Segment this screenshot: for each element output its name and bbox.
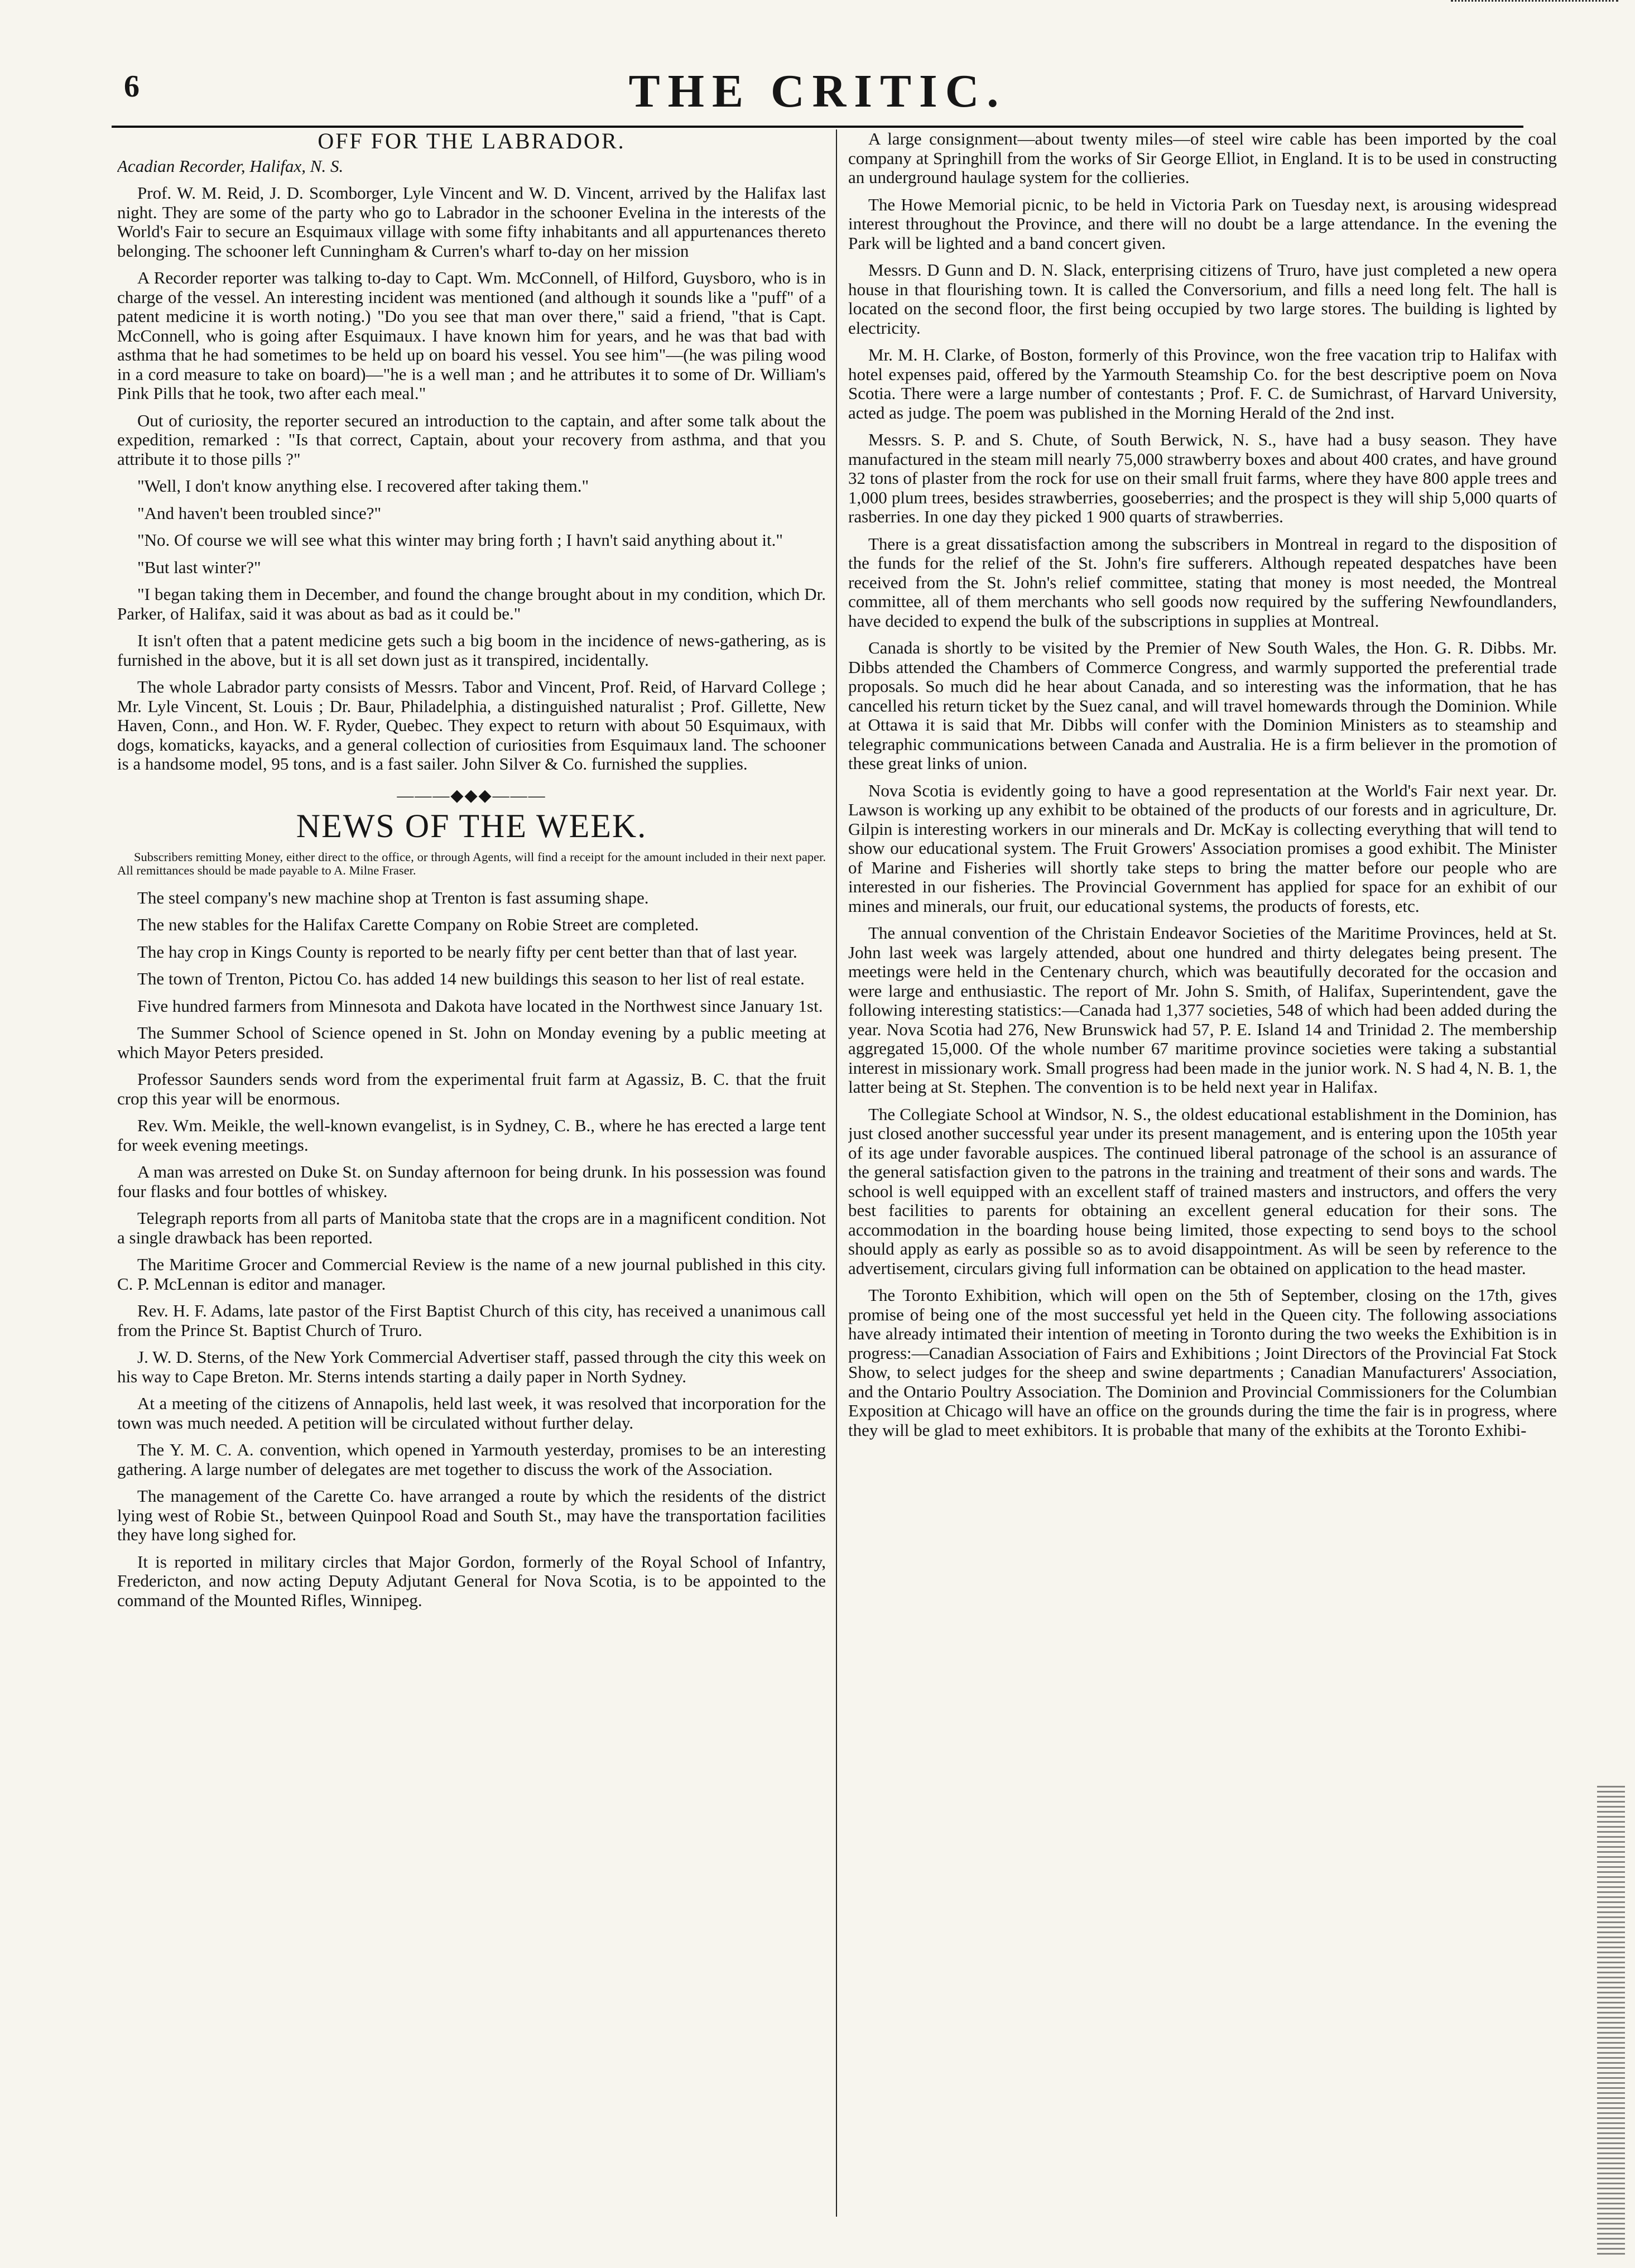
labrador-paragraph: Out of curiosity, the reporter secured an introduction to the captain, and after some talk about the expedition, remarked : "Is that correct, Captain, about your recovery from asthma, and that you attribute it to those pills ?" bbox=[117, 410, 826, 469]
scanned-edge-marks bbox=[1597, 1786, 1625, 2255]
right-column bbox=[848, 129, 1557, 2217]
news-item: The hay crop in Kings County is reported to be nearly fifty per cent better than that of last year. bbox=[137, 941, 797, 962]
top-edge-mark bbox=[1451, 0, 1618, 9]
labrador-paragraph: "I began taking them in December, and found the change brought about in my condition, which Dr. Parker, of Halifax, said it was about as bad as it could be." bbox=[117, 584, 826, 623]
news-item: J. W. D. Sterns, of the New York Commercial Advertiser staff, passed through the city this week on his way to Cape Breton. Mr. Sterns intends starting a daily paper in North Sydney. bbox=[117, 1347, 826, 1386]
page-number: 6 bbox=[124, 69, 140, 104]
labrador-paragraph: "No. Of course we will see what this winter may bring forth ; I havn't said anything about it." bbox=[137, 530, 783, 550]
news-item: Messrs. S. P. and S. Chute, of South Berwick, N. S., have had a busy season. They have manufactured in the steam mill nearly 75,000 strawberry boxes and about 400 crates, and have ground 32 tons of plaster from the rock for use on their small fruit farms, where they have 800 apple trees and 1,000 plum trees, besides strawberries, gooseberries; and the prospect is they will ship 5,000 quarts of rasberries. In one day they picked 1 900 quarts of strawberries. bbox=[848, 430, 1557, 526]
labrador-paragraph: "Well, I don't know anything else. I recovered after taking them." bbox=[137, 476, 589, 496]
news-item: The Collegiate School at Windsor, N. S., the oldest educational establishment in the Dominion, has just closed another successful year under its present management, and is entering upon the 105th year of its age under favorable auspices. The continued liberal patronage of the school is an assurance of the general satisfaction given to the patrons in the training and treatment of their sons and wards. The school is well equipped with an excellent staff of trained masters and instructors, and offers the very best facilities to parents for obtaining an excellent general education for their sons. The accommodation in the boarding house being limited, those expecting to send boys to the school should apply as early as possible so as to avoid disappointment. As will be seen by reference to the advertisement, circulars giving full information can be obtained on application to the head master. bbox=[848, 1104, 1557, 1278]
news-item: Messrs. D Gunn and D. N. Slack, enterprising citizens of Truro, have just completed a new opera house in that flourishing town. It is called the Conversorium, and fills a need long felt. The hall is located on the second floor, the first being occupied by two large stores. The building is lighted by electricity. bbox=[848, 260, 1557, 338]
news-item: At a meeting of the citizens of Annapolis, held last week, it was resolved that incorporation for the town was much needed. A petition will be circulated without further delay. bbox=[117, 1394, 826, 1433]
labrador-paragraph: Prof. W. M. Reid, J. D. Scomborger, Lyle Vincent and W. D. Vincent, arrived by the Halifax last night. They are some of the party who go to Labrador in the schooner Evelina in the interests of the World's Fair to secure an Esquimaux village with some fifty inhabitants and all appurtenances thereto belonging. The schooner left Cunningham & Curren's wharf to-day on her mission bbox=[117, 183, 826, 261]
news-item: The steel company's new machine shop at Trenton is fast assuming shape. bbox=[137, 887, 649, 907]
news-item: The management of the Carette Co. have arranged a route by which the residents of the district lying west of Robie St., between Quinpool Road and South St., may have the transportation facilities they have long sighed for. bbox=[117, 1486, 826, 1544]
column-rule bbox=[836, 129, 837, 2217]
news-item: Canada is shortly to be visited by the Premier of New South Wales, the Hon. G. R. Dibbs. Mr. Dibbs attended the Chambers of Commerce Congress, and warmly supported the preferential trade proposals. So much did he hear about Canada, and so interesting was the information, that he has cancelled his return ticket by the Suez canal, and will travel homewards through the Dominion. While at Ottawa it is said that Mr. Dibbs will confer with the Dominion Ministers as to steamship and telegraphic communications between Canada and Australia. He is a firm believer in the promotion of these great links of union. bbox=[848, 638, 1557, 773]
subscriber-notice: Subscribers remitting Money, either direct to the office, or through Agents, will find a receipt for the amount included in their next paper. All remittances should be made payable to A. Milne Fraser. bbox=[117, 849, 826, 877]
news-item: Rev. Wm. Meikle, the well-known evangelist, is in Sydney, C. B., where he has erected a large tent for week evening meetings. bbox=[117, 1116, 826, 1155]
news-item: The Toronto Exhibition, which will open on the 5th of September, closing on the 17th, gives promise of being one of the most successful yet held in the Queen city. The following associations have already intimated their intention of meeting in Toronto during the two weeks the Exhibition is in progress:—Canadian Association of Fairs and Exhibitions ; Joint Directors of the Provincial Fat Stock Show, to select judges for the sheep and swine departments ; Canadian Manufacturers' Association, and the Ontario Poultry Association. The Dominion and Provincial Commissioners for the Columbian Exposition at Chicago will have an office on the grounds during the time the fair is in progress, where they will be glad to meet exhibitors. It is probable that many of the exhibits at the Toronto Exhibi- bbox=[848, 1285, 1557, 1440]
section-divider: ———◆◆◆——— bbox=[397, 786, 546, 805]
page-header bbox=[112, 64, 1523, 128]
labrador-paragraph: "But last winter?" bbox=[137, 557, 261, 577]
labrador-paragraph: A Recorder reporter was talking to-day to Capt. Wm. McConnell, of Hilford, Guysboro, who is in charge of the vessel. An interesting incident was mentioned (and although it sounds like a "puff" of a patent medicine it is worth noting.) "Do you see that man over there," said a friend, "that is Capt. McConnell, who is going after Esquimaux. I have known him for years, and he was that bad with asthma that he had sometimes to be held up on board his vessel. You see him"—(he was piling wood in a cord measure to take on board)—"he is a well man ; and he attributes it to some of Dr. William's Pink Pills that he took, two after each meal." bbox=[117, 268, 826, 403]
news-of-the-week-title: NEWS OF THE WEEK. bbox=[296, 808, 647, 844]
news-item: A large consignment—about twenty miles—of steel wire cable has been imported by the coal company at Springhill from the works of Sir George Elliot, in England. It is to be used in constructing an underground haulage system for the collieries. bbox=[848, 129, 1557, 187]
news-item: Mr. M. H. Clarke, of Boston, formerly of this Province, won the free vacation trip to Halifax with hotel expenses paid, offered by the Yarmouth Steamship Co. for the best descriptive poem on Nova Scotia. There were a large number of contestants ; Prof. F. C. de Sumichrast, of Harvard University, acted as judge. The poem was published in the Morning Herald of the 2nd inst. bbox=[848, 345, 1557, 422]
news-item: The Howe Memorial picnic, to be held in Victoria Park on Tuesday next, is arousing widespread interest throughout the Province, and there will no doubt be a large attendance. In the evening the Park will be lighted and a band concert given. bbox=[848, 194, 1557, 253]
news-item: There is a great dissatisfaction among the subscribers in Montreal in regard to the disposition of the funds for the relief of the St. John's fire sufferers. Although repeated despatches have been received from the St. John's relief committee, stating that money is most needed, the Montreal committee, all of them merchants who sell goods now required by the suffering Newfoundlanders, have decided to expend the bulk of the subscriptions in supplies at Montreal. bbox=[848, 534, 1557, 631]
news-item: A man was arrested on Duke St. on Sunday afternoon for being drunk. In his possession was found four flasks and four bottles of whiskey. bbox=[117, 1162, 826, 1201]
news-item: The town of Trenton, Pictou Co. has added 14 new buildings this season to her list of real estate. bbox=[137, 969, 805, 988]
news-item: Professor Saunders sends word from the experimental fruit farm at Agassiz, B. C. that the fruit crop this year will be enormous. bbox=[117, 1069, 826, 1108]
news-item: The Maritime Grocer and Commercial Review is the name of a new journal published in this city. C. P. McLennan is editor and manager. bbox=[117, 1255, 826, 1294]
labrador-paragraph: The whole Labrador party consists of Messrs. Tabor and Vincent, Prof. Reid, of Harvard College ; Mr. Lyle Vincent, St. Louis ; Dr. Baur, Philadelphia, a distinguished naturalist ; Prof. Gillette, New Haven, Conn., and Hon. W. F. Ryder, Quebec. They expect to return with about 50 Esquimaux, with dogs, komaticks, kayacks, and a general collection of curiosities from Esquimaux land. The schooner is a handsome model, 95 tons, and is a fast sailer. John Silver & Co. furnished the supplies. bbox=[117, 677, 826, 773]
news-item: Nova Scotia is evidently going to have a good representation at the World's Fair next year. Dr. Lawson is working up any exhibit to be obtained of the products of our forests and in agriculture, Dr. Gilpin is interesting workers in our minerals and Dr. McKay is collecting everything that will tend to show our educational system. The Fruit Growers' Association promises a good exhibit. The Minister of Marine and Fisheries will shortly take steps to bring the matter before our people who are interested in our fisheries. The Provincial Government has applied for space for an exhibit of our mines and minerals, our fruit, our educational systems, the products of forests, etc. bbox=[848, 780, 1557, 916]
news-item: The Summer School of Science opened in St. John on Monday evening by a public meeting at which Mayor Peters presided. bbox=[117, 1023, 826, 1062]
left-column bbox=[117, 129, 826, 2217]
news-item: The new stables for the Halifax Carette Company on Robie Street are completed. bbox=[137, 915, 699, 934]
labrador-paragraph: It isn't often that a patent medicine gets such a big boom in the incidence of news-gathering, as is furnished in the above, but it is all set down just as it transpired, incidentally. bbox=[117, 631, 826, 670]
masthead: THE CRITIC. bbox=[628, 65, 1007, 117]
news-item: Rev. H. F. Adams, late pastor of the First Baptist Church of this city, has received a unanimous call from the Prince St. Baptist Church of Truro. bbox=[117, 1301, 826, 1340]
news-item: Telegraph reports from all parts of Manitoba state that the crops are in a magnificent condition. Not a single drawback has been reported. bbox=[117, 1208, 826, 1247]
news-item: Five hundred farmers from Minnesota and Dakota have located in the Northwest since January 1st. bbox=[137, 996, 823, 1016]
news-item: The Y. M. C. A. convention, which opened in Yarmouth yesterday, promises to be an interesting gathering. A large number of delegates are met together to discuss the work of the Association. bbox=[117, 1440, 826, 1479]
labrador-dateline: Acadian Recorder, Halifax, N. S. bbox=[117, 156, 344, 176]
news-item: The annual convention of the Christain Endeavor Societies of the Maritime Provinces, held at St. John last week was largely attended, about one hundred and thirty delegates being present. The meetings were held in the Centenary church, which was beautifully decorated for the occasion and were large and enthusiastic. The report of Mr. John S. Smith, of Halifax, Superintendent, gave the following interesting statistics:—Canada had 1,377 societies, 548 of which had been added during the year. Nova Scotia had 276, New Brunswick had 57, P. E. Island 14 and Trinidad 2. The membership aggregated 15,000. Of the whole number 67 maritime province societies were taking a substantial interest in missionary work. Small progress had been made in the junior work. N. S had 4, N. B. 1, the latter being at St. Stephen. The convention is to be held next year in Halifax. bbox=[848, 923, 1557, 1097]
labrador-title: OFF FOR THE LABRADOR. bbox=[318, 129, 626, 153]
news-item: It is reported in military circles that Major Gordon, formerly of the Royal School of Infantry, Fredericton, and now acting Deputy Adjutant General for Nova Scotia, is to be appointed to the command of the Mounted Rifles, Winnipeg. bbox=[117, 1551, 826, 1610]
labrador-paragraph: "And haven't been troubled since?" bbox=[137, 503, 382, 523]
